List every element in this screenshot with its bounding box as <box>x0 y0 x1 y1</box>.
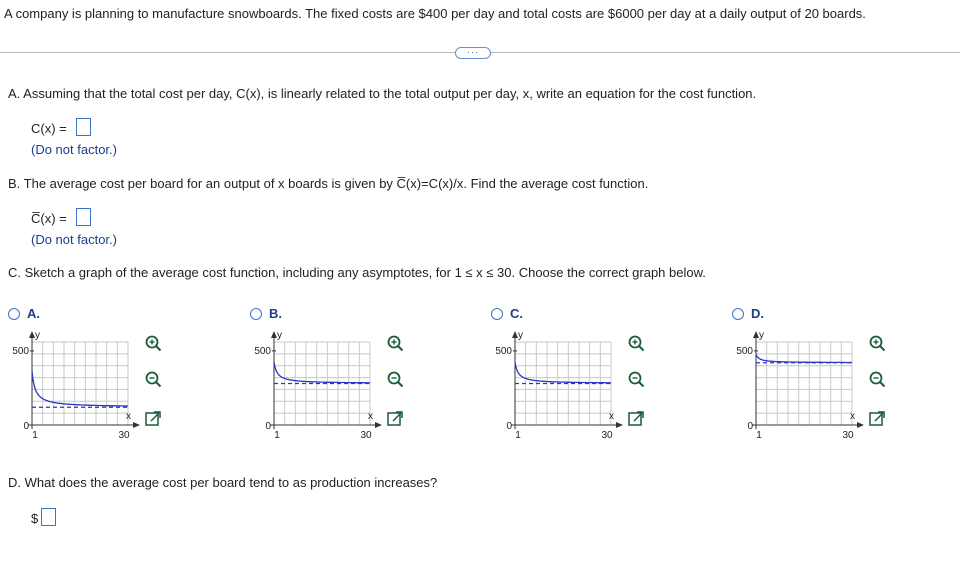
x-axis-label: x <box>850 411 855 422</box>
part-d-answer-input[interactable] <box>41 508 56 526</box>
expand-icon[interactable] <box>868 410 886 428</box>
zoom-out-icon[interactable] <box>868 370 886 388</box>
y-max-label: 500 <box>736 345 753 357</box>
x-max-label: 30 <box>601 430 613 441</box>
x-min-label: 1 <box>756 430 762 441</box>
y-axis-label: y <box>35 330 40 341</box>
option-graph-1[interactable] <box>0 326 140 446</box>
part-d-prompt: D. What does the average cost per board tend to as production increases? <box>8 475 438 490</box>
part-b-answer-input[interactable] <box>76 208 91 226</box>
expand-icon[interactable] <box>386 410 404 428</box>
x-max-label: 30 <box>360 430 372 441</box>
y-axis-label: y <box>518 330 523 341</box>
part-c-prompt: C. Sketch a graph of the average cost function, including any asymptotes, for 1 ≤ x ≤ 30. Choose the correct graph below. <box>8 265 706 280</box>
average-cost-curve <box>32 371 128 406</box>
option-graph-2[interactable] <box>242 326 382 446</box>
x-min-label: 1 <box>32 430 38 441</box>
x-axis-label: x <box>368 411 373 422</box>
show-more-button[interactable]: ··· <box>455 47 491 59</box>
zoom-out-icon[interactable] <box>386 370 404 388</box>
zoom-in-icon[interactable] <box>386 334 404 352</box>
part-d-dollar: $ <box>31 511 39 526</box>
problem-statement: A company is planning to manufacture snowboards. The fixed costs are $400 per day and total costs are $6000 per day at a daily output of 20 boards. <box>4 6 866 21</box>
part-b-lhs: C̅(x) = <box>31 211 67 226</box>
y-axis-label: y <box>277 330 282 341</box>
expand-icon[interactable] <box>144 410 162 428</box>
y-min-label: 0 <box>265 421 271 432</box>
option-radio-4[interactable] <box>732 308 744 320</box>
option-graph-4[interactable] <box>724 326 864 446</box>
zoom-out-icon[interactable] <box>144 370 162 388</box>
option-graph-3[interactable] <box>483 326 623 446</box>
option-radio-2[interactable] <box>250 308 262 320</box>
option-radio-3[interactable] <box>491 308 503 320</box>
option-label-2[interactable]: B. <box>269 306 282 321</box>
y-max-label: 500 <box>254 345 271 357</box>
x-max-label: 30 <box>118 430 130 441</box>
option-label-4[interactable]: D. <box>751 306 764 321</box>
y-max-label: 500 <box>495 345 512 357</box>
x-axis-label: x <box>126 411 131 422</box>
option-label-1[interactable]: A. <box>27 306 40 321</box>
y-min-label: 0 <box>23 421 29 432</box>
part-b-hint: (Do not factor.) <box>31 232 117 247</box>
option-radio-1[interactable] <box>8 308 20 320</box>
x-min-label: 1 <box>515 430 521 441</box>
expand-icon[interactable] <box>627 410 645 428</box>
y-max-label: 500 <box>12 345 29 357</box>
zoom-in-icon[interactable] <box>144 334 162 352</box>
part-a-answer-input[interactable] <box>76 118 91 136</box>
part-a-prompt: A. Assuming that the total cost per day, C(x), is linearly related to the total output per day, x, write an equation for the cost function. <box>8 86 757 101</box>
part-a-hint: (Do not factor.) <box>31 142 117 157</box>
y-axis-label: y <box>759 330 764 341</box>
x-max-label: 30 <box>842 430 854 441</box>
y-min-label: 0 <box>506 421 512 432</box>
x-axis-label: x <box>609 411 614 422</box>
part-a-lhs: C(x) = <box>31 121 67 136</box>
average-cost-curve <box>756 354 852 362</box>
part-b-prompt: B. The average cost per board for an output of x boards is given by C̅(x)=C(x)/x. Find the average cost function. <box>8 176 649 191</box>
y-min-label: 0 <box>747 421 753 432</box>
zoom-out-icon[interactable] <box>627 370 645 388</box>
zoom-in-icon[interactable] <box>868 334 886 352</box>
zoom-in-icon[interactable] <box>627 334 645 352</box>
option-label-3[interactable]: C. <box>510 306 523 321</box>
x-min-label: 1 <box>274 430 280 441</box>
